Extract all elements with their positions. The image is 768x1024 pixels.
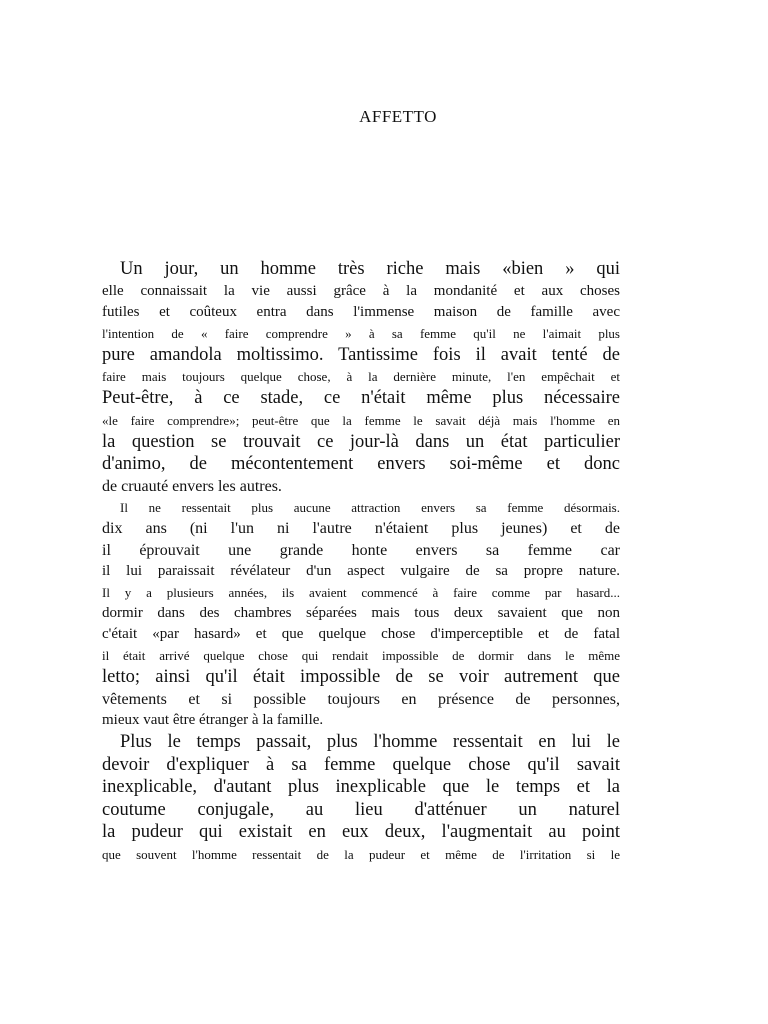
text-line: d'animo, de mécontentement envers soi-même et donc <box>102 454 620 474</box>
text-line: il éprouvait une grande honte envers sa femme car <box>102 541 620 559</box>
text-line: c'était «par hasard» et que quelque chose d'imperceptible et de fatal <box>102 626 620 642</box>
text-line: faire mais toujours quelque chose, à la dernière minute, l'en empêchait et <box>102 369 620 384</box>
document-title: AFFETTO <box>359 107 437 126</box>
text-line: letto; ainsi qu'il était impossible de se voir autrement que <box>102 667 620 687</box>
text-line: que souvent l'homme ressentait de la pudeur et même de l'irritation si le <box>102 846 620 862</box>
text-line: Plus le temps passait, plus l'homme ressentait en lui le <box>120 732 620 752</box>
text-line: mieux vaut être étranger à la famille. <box>102 712 324 728</box>
text-line: Peut-être, à ce stade, ce n'était même plus nécessaire <box>102 388 620 408</box>
document-body <box>102 258 620 865</box>
text-line: Un jour, un homme très riche mais «bien » qui <box>120 259 620 279</box>
text-line: la pudeur qui existait en eux deux, l'augmentait au point <box>102 822 620 842</box>
text-line: de cruauté envers les autres. <box>102 477 282 495</box>
text-line: inexplicable, d'autant plus inexplicable que le temps et la <box>102 777 620 797</box>
text-line: pure amandola moltissimo. Tantissime fois il avait tenté de <box>102 344 620 365</box>
text-line: devoir d'expliquer à sa femme quelque chose qu'il savait <box>102 754 620 775</box>
text-line: «le faire comprendre»; peut-être que la femme le savait déjà mais l'homme en <box>102 412 620 428</box>
text-line: vêtements et si possible toujours en présence de personnes, <box>102 690 620 708</box>
text-line: Il ne ressentait plus aucune attraction envers sa femme désormais. <box>120 500 620 515</box>
text-line: futiles et coûteux entra dans l'immense maison de famille avec <box>102 303 620 320</box>
text-line: la question se trouvait ce jour-là dans un état particulier <box>102 431 620 452</box>
text-line: dormir dans des chambres séparées mais tous deux savaient que non <box>102 605 620 621</box>
text-line: elle connaissait la vie aussi grâce à la mondanité et aux choses <box>102 282 620 299</box>
text-line: Il y a plusieurs années, ils avaient commencé à faire comme par hasard... <box>102 585 620 600</box>
text-line: l'intention de « faire comprendre » à sa femme qu'il ne l'aimait plus <box>102 325 620 341</box>
text-line: dix ans (ni l'un ni l'autre n'étaient plus jeunes) et de <box>102 520 620 537</box>
text-line: il était arrivé quelque chose qui rendait impossible de dormir dans le même <box>102 648 620 663</box>
text-line: coutume conjugale, au lieu d'atténuer un naturel <box>102 799 620 820</box>
text-line: il lui paraissait révélateur d'un aspect vulgaire de sa propre nature. <box>102 563 620 579</box>
